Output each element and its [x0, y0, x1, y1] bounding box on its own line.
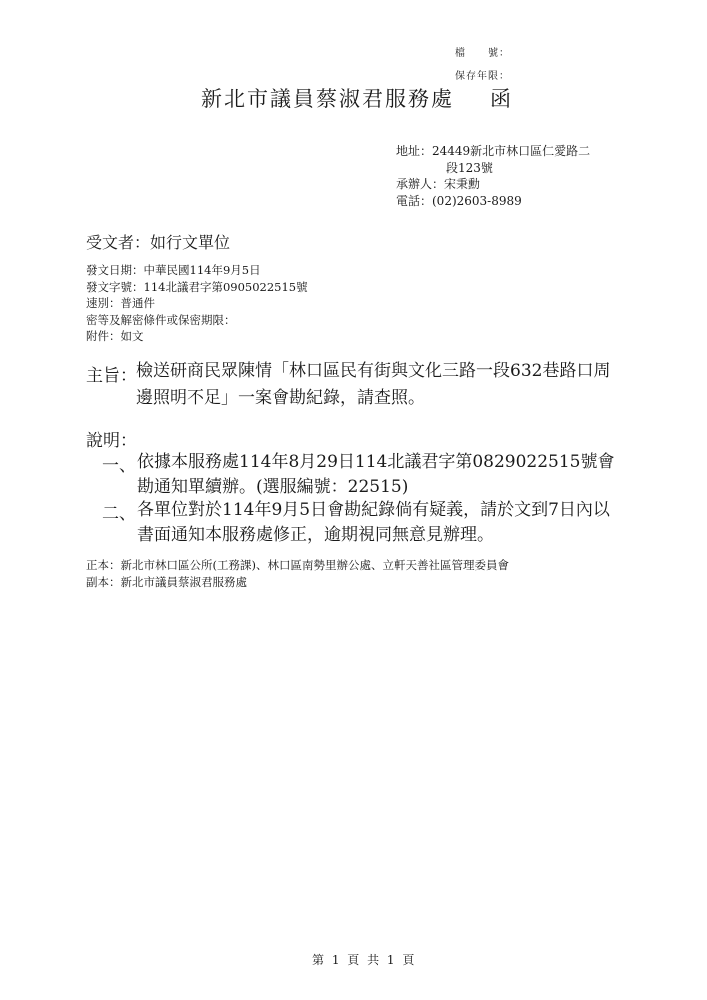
- doc-number: 發文字號：114北議君字第0905022515號: [86, 279, 308, 294]
- description-item-text: 依據本服務處114年8月29日114北議君字第0829022515號會勘通知單續辦。(選服編號：22515): [137, 452, 615, 497]
- original-recipients: 正本：新北市林口區公所(工務課)、林口區南勢里辦公處、立軒天善社區管理委員會: [86, 558, 509, 572]
- attachment: 附件：如文: [86, 329, 144, 343]
- meta-block: [86, 262, 308, 345]
- speed: 速別：普通件: [86, 296, 155, 310]
- distribution-block: [86, 557, 509, 591]
- phone: 電話：(02)2603-8989: [396, 193, 522, 208]
- address-line-1: 地址：24449新北市林口區仁愛路二: [396, 144, 591, 158]
- subject-text: 檢送研商民眾陳情「林口區民有街與文化三路一段632巷路口周邊照明不足」一案會勘紀錄，請查照。: [136, 361, 611, 408]
- file-number-label: 檔 號：: [455, 48, 510, 59]
- description-heading: 說明：: [86, 431, 137, 451]
- retention-label: 保存年限：: [455, 71, 510, 82]
- copy-recipients: 副本：新北市議員蔡淑君服務處: [86, 575, 247, 589]
- recipient: 受文者：如行文單位: [86, 233, 231, 252]
- issue-date: 發文日期：中華民國114年9月5日: [86, 263, 261, 277]
- handler: 承辦人：宋秉勳: [396, 177, 481, 191]
- page-counter: 第 1 頁 共 1 頁: [312, 953, 417, 967]
- description-item-text: 各單位對於114年9月5日會勘紀錄倘有疑義，請於文到7日內以書面通知本服務處修正，逾期視同無意見辦理。: [137, 500, 610, 545]
- issuer-title: 新北市議員蔡淑君服務處: [201, 87, 454, 111]
- doc-type: 函: [490, 87, 511, 111]
- security-level: 密等及解密條件或保密期限：: [86, 312, 236, 327]
- contact-block: [396, 143, 590, 209]
- description-item-number: 二、: [102, 504, 136, 524]
- address-line-2: 段123號: [446, 160, 493, 175]
- description-item-number: 一、: [102, 456, 136, 476]
- subject-label: 主旨：: [86, 366, 137, 386]
